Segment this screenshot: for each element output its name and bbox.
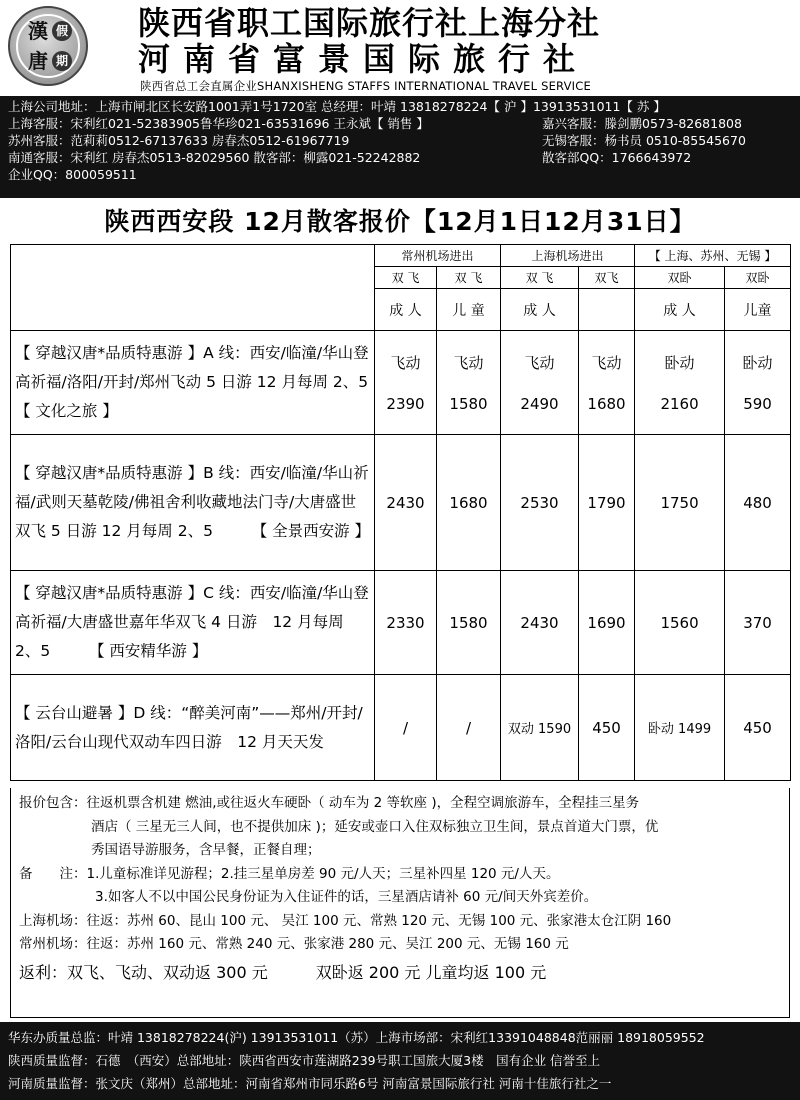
price-cell bbox=[437, 331, 501, 435]
table-row bbox=[11, 675, 791, 781]
remark-line: 备 注：1.儿童标准详见游程；2.挂三星单房差 90 元/人天；三星补四星 120 元/人天。 bbox=[19, 865, 560, 882]
contact-wuxi-service: 无锡客服：杨书员 0510-85545670 bbox=[542, 133, 746, 148]
type-cell bbox=[579, 289, 635, 331]
price-cell: 双动 1590 bbox=[501, 675, 579, 781]
type-cell: 儿 童 bbox=[437, 289, 501, 331]
route-a: 【 穿越汉唐*品质特惠游 】A 线：西安/临潼/华山登高祈福/洛阳/开封/郑州飞动 5 日游 12 月每周 2、5 【 文化之旅 】 bbox=[11, 331, 375, 435]
price-cell: 2330 bbox=[375, 571, 437, 675]
type-cell: 成 人 bbox=[635, 289, 725, 331]
route-b: 【 穿越汉唐*品质特惠游 】B 线：西安/临潼/华山祈福/武则天墓乾陵/佛祖舍利收藏地法门寺/大唐盛世双飞 5 日游 12 月每周 2、5 【 全景西安游 】 bbox=[11, 435, 375, 571]
rebate-line: 返利：双飞、飞动、双动返 300 元 双卧返 200 元 儿童均返 100 元 bbox=[19, 962, 547, 982]
price-value: 1680 bbox=[587, 395, 626, 413]
price-value: 2390 bbox=[386, 395, 425, 413]
price-table bbox=[10, 244, 791, 781]
footer-quality-henan: 河南质量监督：张文庆（郑州）总部地址：河南省郑州市同乐路6号 河南富景国际旅行社 河南十佳旅行社之一 bbox=[8, 1076, 612, 1091]
price-cell: 1790 bbox=[579, 435, 635, 571]
company-logo bbox=[8, 6, 88, 86]
price-cell: 480 bbox=[725, 435, 791, 571]
header bbox=[0, 0, 800, 94]
price-cell: 1680 bbox=[437, 435, 501, 571]
company-title-henan: 河南省富景国际旅行社 bbox=[138, 40, 589, 78]
price-cell bbox=[501, 331, 579, 435]
price-cell bbox=[579, 331, 635, 435]
price-cell: / bbox=[437, 675, 501, 781]
price-cell: 2530 bbox=[501, 435, 579, 571]
route-d: 【 云台山避暑 】D 线：“醉美河南”——郑州/开封/洛阳/云台山现代双动车四日游 12 月天天发 bbox=[11, 675, 375, 781]
price-cell: 2430 bbox=[375, 435, 437, 571]
price-value: 1580 bbox=[449, 395, 488, 413]
type-cell: 成 人 bbox=[501, 289, 579, 331]
price-cell bbox=[635, 331, 725, 435]
logo-char-han: 漢 bbox=[28, 19, 48, 43]
company-subtitle: 陕西省总工会直属企业SHANXISHENG STAFFS INTERNATIONAL TRAVEL SERVICE bbox=[140, 79, 591, 93]
table-row bbox=[11, 435, 791, 571]
mode-cell: 双卧 bbox=[635, 267, 725, 289]
route-c: 【 穿越汉唐*品质特惠游 】C 线：西安/临潼/华山登高祈福/大唐盛世嘉年华双飞 4 日游 12 月每周 2、5 【 西安精华游 】 bbox=[11, 571, 375, 675]
logo-char-tang: 唐 bbox=[28, 49, 48, 73]
contact-nantong-service: 南通客服：宋利红 房春杰0513-82029560 散客部：柳露021-52242882 bbox=[8, 150, 421, 165]
price-banner-title: 陕西西安段 12月散客报价【12月1日12月31日】 bbox=[104, 207, 696, 236]
price-cell: 1690 bbox=[579, 571, 635, 675]
mode-label: 飞动 bbox=[390, 354, 421, 372]
mode-label: 飞动 bbox=[453, 354, 484, 372]
type-cell: 成 人 bbox=[375, 289, 437, 331]
notes-panel bbox=[10, 788, 790, 1018]
changzhou-airport-transfer: 常州机场：往返：苏州 160 元、常熟 240 元、张家港 280 元、吴江 200 元、无锡 160 元 bbox=[19, 936, 569, 952]
price-cell: 卧动 1499 bbox=[635, 675, 725, 781]
footer-panel bbox=[0, 1022, 800, 1100]
footer-quality-shaanxi: 陕西质量监督：石德 （西安）总部地址：陕西省西安市莲湖路239号职工国旅大厦3楼 国有企业 信誉至上 bbox=[8, 1053, 601, 1068]
mode-label: 卧动 bbox=[664, 354, 695, 372]
contact-company-qq: 企业QQ：800059511 bbox=[8, 167, 137, 182]
contact-jiaxing-service: 嘉兴客服：滕剑鹏0573-82681808 bbox=[542, 116, 742, 131]
table-row bbox=[11, 571, 791, 675]
footer-quality-east: 华东办质量总监：叶靖 13818278224(沪) 13913531011（苏）上海市场部：宋利红13391048848范丽丽 18918059552 bbox=[8, 1030, 705, 1045]
shanghai-airport-transfer: 上海机场：往返：苏州 60、昆山 100 元、 吴江 100 元、常熟 120 元、无锡 100 元、张家港太仓江阴 160 bbox=[19, 912, 672, 929]
group-shanghai: 上海机场进出 bbox=[501, 245, 635, 267]
price-value: 2490 bbox=[520, 395, 559, 413]
mode-cell: 双 飞 bbox=[375, 267, 437, 289]
table-row bbox=[11, 331, 791, 435]
mode-label: 飞动 bbox=[591, 354, 622, 372]
group-sh-sz-wx: 【 上海、苏州、无锡 】 bbox=[635, 245, 791, 267]
price-cell: 450 bbox=[579, 675, 635, 781]
mode-cell: 双飞 bbox=[579, 267, 635, 289]
price-cell: 2430 bbox=[501, 571, 579, 675]
contact-qq-retail: 散客部QQ：1766643972 bbox=[542, 150, 692, 165]
type-cell: 儿童 bbox=[725, 289, 791, 331]
price-value: 2160 bbox=[660, 395, 699, 413]
price-cell: 450 bbox=[725, 675, 791, 781]
contact-address: 上海公司地址：上海市闸北区长安路1001弄1号1720室 总经理：叶靖 13818278224【 沪 】13913531011【 苏 】 bbox=[8, 99, 666, 114]
mode-cell: 双卧 bbox=[725, 267, 791, 289]
mode-cell: 双 飞 bbox=[501, 267, 579, 289]
price-cell: 1580 bbox=[437, 571, 501, 675]
company-title-shaanxi: 陕西省职工国际旅行社上海分社 bbox=[138, 4, 601, 42]
mode-label: 卧动 bbox=[742, 354, 773, 372]
logo-emblem bbox=[16, 14, 80, 78]
include-line: 报价包含：往返机票含机建 燃油,或往返火车硬卧（ 动车为 2 等软座 )，全程空调旅游车，全程挂三星务 bbox=[19, 795, 640, 811]
table-header-blank bbox=[11, 245, 375, 331]
price-cell: / bbox=[375, 675, 437, 781]
contact-shanghai-service: 上海客服：宋利红021-52383905鲁华珍021-63531696 王永斌【 销售 】 bbox=[8, 116, 429, 131]
group-changzhou: 常州机场进出 bbox=[375, 245, 501, 267]
price-value: 590 bbox=[743, 395, 772, 413]
include-line: 酒店（ 三星无三人间，也不提供加床 )；延安或壶口入住双标独立卫生间，景点首道大门票，优 bbox=[91, 818, 659, 835]
price-cell bbox=[725, 331, 791, 435]
price-cell: 1560 bbox=[635, 571, 725, 675]
logo-char-qi: 期 bbox=[52, 51, 72, 71]
remark-line: 3.如客人不以中国公民身份证为入住证件的话，三星酒店请补 60 元/间天外宾差价。 bbox=[95, 889, 598, 905]
price-cell: 370 bbox=[725, 571, 791, 675]
contact-suzhou-service: 苏州客服：范莉莉0512-67137633 房春杰0512-61967719 bbox=[8, 133, 350, 148]
price-cell: 1750 bbox=[635, 435, 725, 571]
include-line: 秀国语导游服务，含早餐，正餐自理； bbox=[91, 842, 321, 858]
mode-label: 飞动 bbox=[524, 354, 555, 372]
mode-cell: 双 飞 bbox=[437, 267, 501, 289]
contact-info-panel bbox=[0, 96, 800, 198]
logo-char-jia: 假 bbox=[52, 21, 72, 41]
